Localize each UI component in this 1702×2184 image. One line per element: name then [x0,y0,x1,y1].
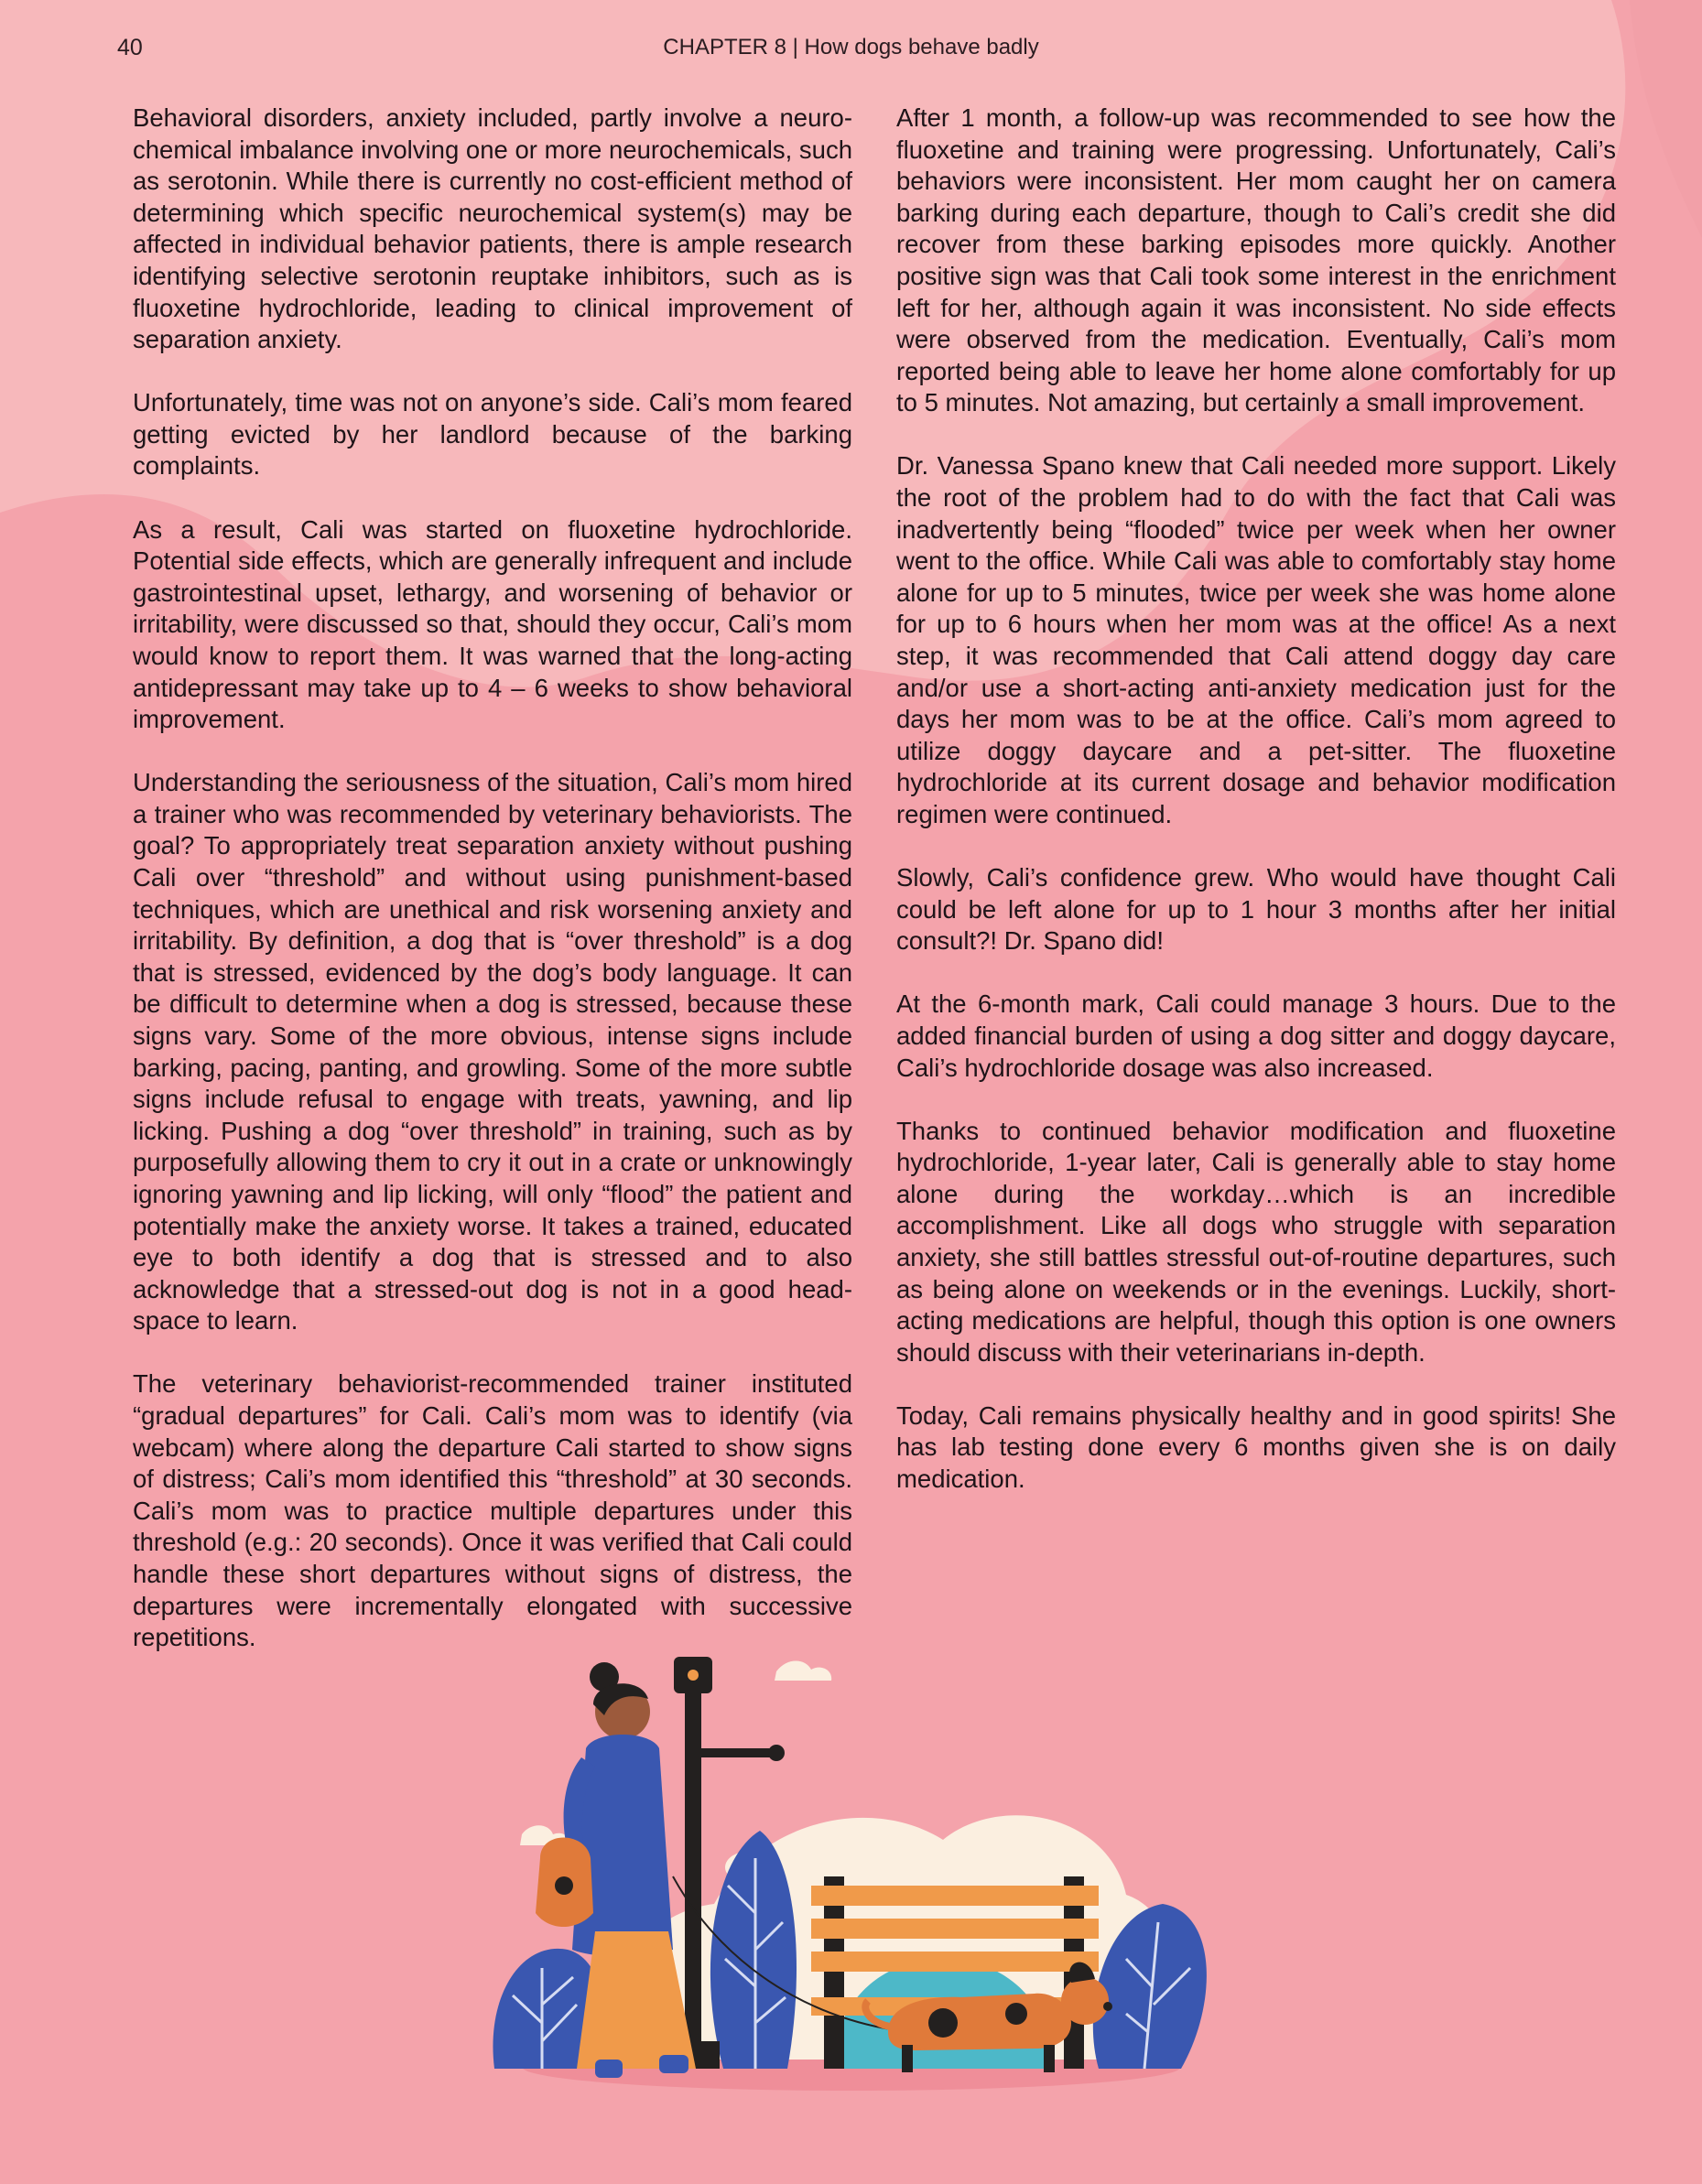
paragraph: After 1 month, a follow-up was recommended to see how the fluoxetine and training were progressing. Unfortunately, Cali’s behaviors were inconsistent. Her mom caught her on camera barking during each departure, though to Cali’s credit she did recover from these barking episodes more quickly. Another positive sign was that Cali took some interest in the enrichment left for her, although again it was inconsistent. No side effects were observed from the medication. Eventually, Cali’s mom reported being able to leave her home alone comfortably for up to 5 minutes. Not amazing, but certainly a small improvement. [896,103,1616,417]
left-column [133,103,852,1685]
page-number: 40 [117,35,143,60]
paragraph: The veterinary behaviorist-recommended trainer instituted “gradual departures” for Cali. Cali’s mom was to identify (via webcam) where along the departure Cali started to show signs of distress; Cali’s mom identified this “threshold” at 30 seconds. Cali’s mom was to practice multiple departures under this threshold (e.g.: 20 seconds). Once it was verified that Cali could handle these short departures without signs of distress, the departures were incrementally elongated with successive repetitions. [133,1369,852,1652]
paragraph: Thanks to continued behavior modification and fluoxetine hydrochloride, 1-year later, Cali is generally able to stay home alone during the workday…which is an incredible accomplishment. Like all dogs who struggle with separation anxiety, she still battles stressful out-of-routine departures, such as being alone on weekends or in the evenings. Luckily, short-acting medications are helpful, though this option is one owners should discuss with their veterinarians in-depth. [896,1116,1616,1367]
paragraph: At the 6-month mark, Cali could manage 3 hours. Due to the added financial burden of using a dog sitter and doggy daycare, Cali’s hydrochloride dosage was also increased. [896,989,1616,1082]
paragraph: Unfortunately, time was not on anyone’s side. Cali’s mom feared getting evicted by her landlord because of the barking complaints. [133,388,852,481]
running-head: CHAPTER 8 | How dogs behave badly [663,35,1039,59]
paragraph: As a result, Cali was started on fluoxetine hydrochloride. Potential side effects, which are generally infrequent and include gastrointestinal upset, lethargy, and worsening of behavior or irritability, were discussed so that, should they occur, Cali’s mom would know to report them. It was warned that the long-acting antidepressant may take up to 4 – 6 weeks to show behavioral improvement. [133,514,852,734]
paragraph: Today, Cali remains physically healthy and in good spirits! She has lab testing done every 6 months given she is on daily medication. [896,1400,1616,1494]
right-column [896,103,1616,1527]
paragraph: Slowly, Cali’s confidence grew. Who would have thought Cali could be left alone for up to 1 hour 3 months after her initial consult?! Dr. Spano did! [896,863,1616,956]
paragraph: Dr. Vanessa Spano knew that Cali needed more support. Likely the root of the problem had to do with the fact that Cali was inadvertently being “flooded” twice per week when her owner went to the office. While Cali was able to comfortably stay home alone for up to 5 minutes, twice per week she was home alone for up to 6 hours when her mom was at the office! As a next step, it was recommended that Cali attend doggy day care and/or use a short-acting anti-anxiety medication just for the days her mom was to be at the office. Cali’s mom agreed to utilize doggy daycare and a pet-sitter. The fluoxetine hydrochloride at its current dosage and behavior modification regimen were continued. [896,451,1616,828]
illustration-woman-walking-dog [485,1638,1236,2114]
paragraph: Behavioral disorders, anxiety included, partly involve a neurochemical imbalance involving one or more neurochemicals, such as serotonin. While there is currently no cost-efficient method of determining which specific neurochemical system(s) may be affected in individual behavior patients, there is ample research identifying selective serotonin reuptake inhibitors, such as is fluoxetine hydrochloride, leading to clinical improvement of separation anxiety. [133,103,852,354]
paragraph: Understanding the seriousness of the situation, Cali’s mom hired a trainer who was recommended by veterinary behaviorists. The goal? To appropriately treat separation anxiety without pushing Cali over “threshold” and without using punishment-based techniques, which are unethical and risk worsening anxiety and irritability. By definition, a dog that is “over threshold” is a dog that is stressed, evidenced by the dog’s body language. It can be difficult to determine when a dog is stressed, because these signs vary. Some of the more obvious, intense signs include barking, pacing, panting, and growling. Some of the more subtle signs include refusal to engage with treats, yawning, and lip licking. Pushing a dog “over threshold” in training, such as by purposefully allowing them to cry it out in a crate or unknowingly ignoring yawning and lip licking, will only “flood” the patient and potentially make the anxiety worse. It takes a trained, educated eye to both identify a dog that is stressed and to also acknowledge that a stressed-out dog is not in a good head-space to learn. [133,768,852,1335]
